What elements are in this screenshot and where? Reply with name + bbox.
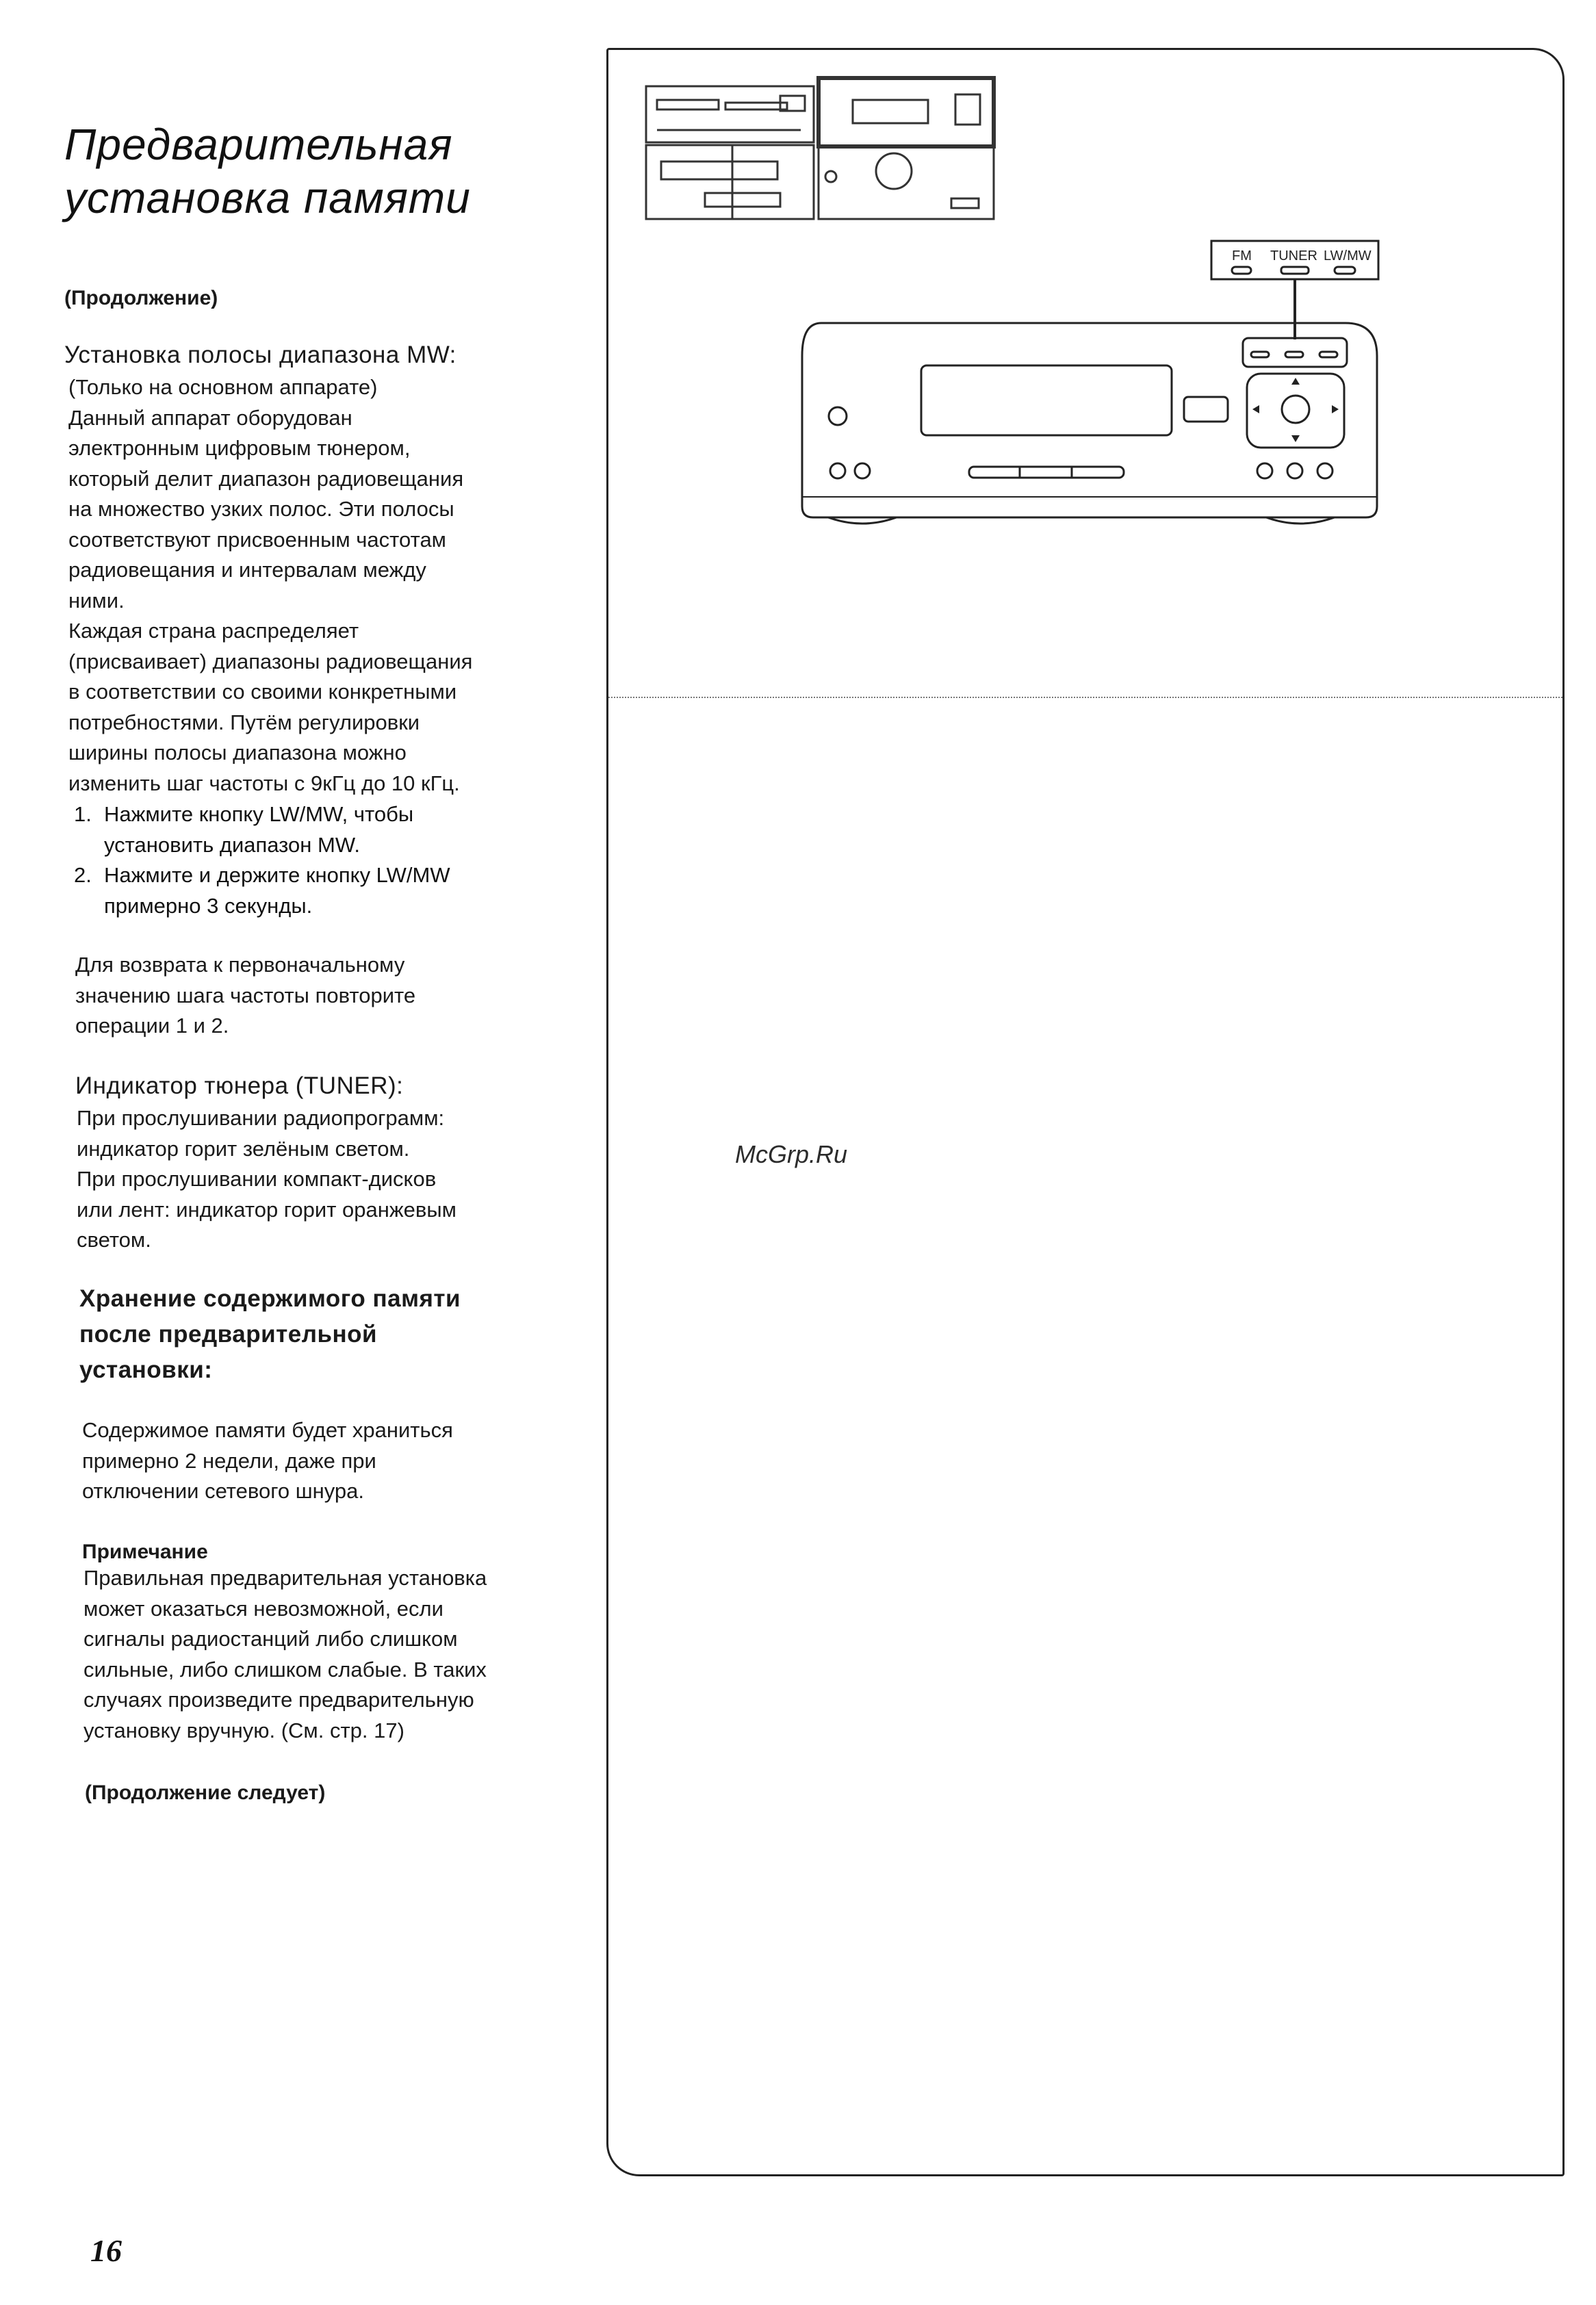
- system-thumbnail: [646, 78, 994, 219]
- mw-line: радиовещания и интервалам между: [68, 558, 426, 582]
- mw-line: потребностями. Путём регулировки: [68, 710, 420, 734]
- step-line: Нажмите кнопку LW/MW, чтобы: [104, 802, 414, 826]
- callout-label-fm: FM: [1232, 248, 1252, 263]
- note-line: Правильная предварительная установка: [83, 1566, 487, 1590]
- tuner-section-heading: Индикатор тюнера (TUNER):: [75, 1072, 404, 1099]
- tuner-navigation-arrows: [1252, 378, 1339, 442]
- watermark-text: McGrp.Ru: [735, 1140, 848, 1168]
- mw-line: (присваивает) диапазоны радиовещания: [68, 649, 473, 673]
- note-line: сигналы радиостанций либо слишком: [83, 1627, 458, 1651]
- mw-line: электронным цифровым тюнером,: [68, 436, 411, 460]
- callout-label-tuner: TUNER: [1270, 248, 1317, 263]
- mw-line: соответствуют присвоенным частотам: [68, 527, 446, 552]
- mw-line: на множество узких полос. Эти полосы: [68, 497, 454, 521]
- note-line: может оказаться невозможной, если: [83, 1596, 443, 1621]
- thumb-unit-top-left: [646, 86, 814, 142]
- step-number: 2.: [74, 863, 92, 887]
- tuner-display-button: [1184, 397, 1228, 422]
- tuner-line: светом.: [77, 1228, 151, 1252]
- continued-label: (Продолжение): [64, 287, 218, 309]
- note-heading: Примечание: [82, 1541, 208, 1563]
- tuner-navigation-center: [1282, 396, 1309, 423]
- tuner-power-knob: [829, 407, 847, 425]
- memory-heading-line: Хранение содержимого памяти: [79, 1285, 461, 1312]
- callout-label-lwmw: LW/MW: [1324, 248, 1372, 263]
- memory-line: Содержимое памяти будет храниться: [82, 1418, 453, 1442]
- step-line: установить диапазон MW.: [104, 832, 360, 857]
- page-number: 16: [90, 2233, 122, 2268]
- mw-line: ширины полосы диапазона можно: [68, 741, 407, 764]
- return-line: Для возврата к первоначальному: [75, 953, 405, 977]
- mw-line: изменить шаг частоты с 9кГц до 10 кГц.: [68, 771, 460, 795]
- note-line: сильные, либо слишком слабые. В таких: [83, 1657, 487, 1682]
- tuner-line: При прослушивании радиопрограмм:: [77, 1106, 445, 1130]
- tuner-unit: [802, 323, 1377, 524]
- mw-line: в соответствии со своими конкретными: [68, 680, 457, 704]
- step-number: 1.: [74, 802, 92, 826]
- mw-section-heading: Установка полосы диапазона MW:: [64, 342, 456, 368]
- note-line: установку вручную. (См. стр. 17): [83, 1718, 404, 1742]
- return-line: значению шага частоты повторите: [75, 983, 416, 1007]
- mw-line: (Только на основном аппарате): [68, 375, 378, 399]
- memory-heading-line: после предварительной: [79, 1321, 377, 1348]
- mw-line: который делит диапазон радиовещания: [68, 466, 464, 491]
- tuner-line: или лент: индикатор горит оранжевым: [77, 1197, 456, 1222]
- tuner-display: [921, 365, 1172, 435]
- mw-line: ними.: [68, 588, 125, 613]
- mw-line: Данный аппарат оборудован: [68, 405, 352, 430]
- step-line: Нажмите и держите кнопку LW/MW: [104, 863, 450, 887]
- memory-heading-line: установки:: [79, 1356, 213, 1383]
- page-title: Предварительная установка памяти: [64, 120, 471, 222]
- thumb-unit-highlighted: [819, 78, 994, 146]
- tuner-line: индикатор горит зелёным светом.: [77, 1136, 410, 1161]
- tuner-line: При прослушивании компакт-дисков: [77, 1167, 437, 1191]
- memory-line: примерно 2 недели, даже при: [82, 1448, 376, 1473]
- thumb-unit-bottom-left: [646, 145, 814, 219]
- return-line: операции 1 и 2.: [75, 1014, 229, 1038]
- to-be-continued: (Продолжение следует): [85, 1781, 326, 1804]
- step-line: примерно 3 секунды.: [104, 893, 313, 918]
- mw-line: Каждая страна распределяет: [68, 619, 359, 643]
- memory-line: отключении сетевого шнура.: [82, 1479, 364, 1503]
- note-line: случаях произведите предварительную: [83, 1688, 474, 1712]
- tuner-slot: [969, 467, 1124, 478]
